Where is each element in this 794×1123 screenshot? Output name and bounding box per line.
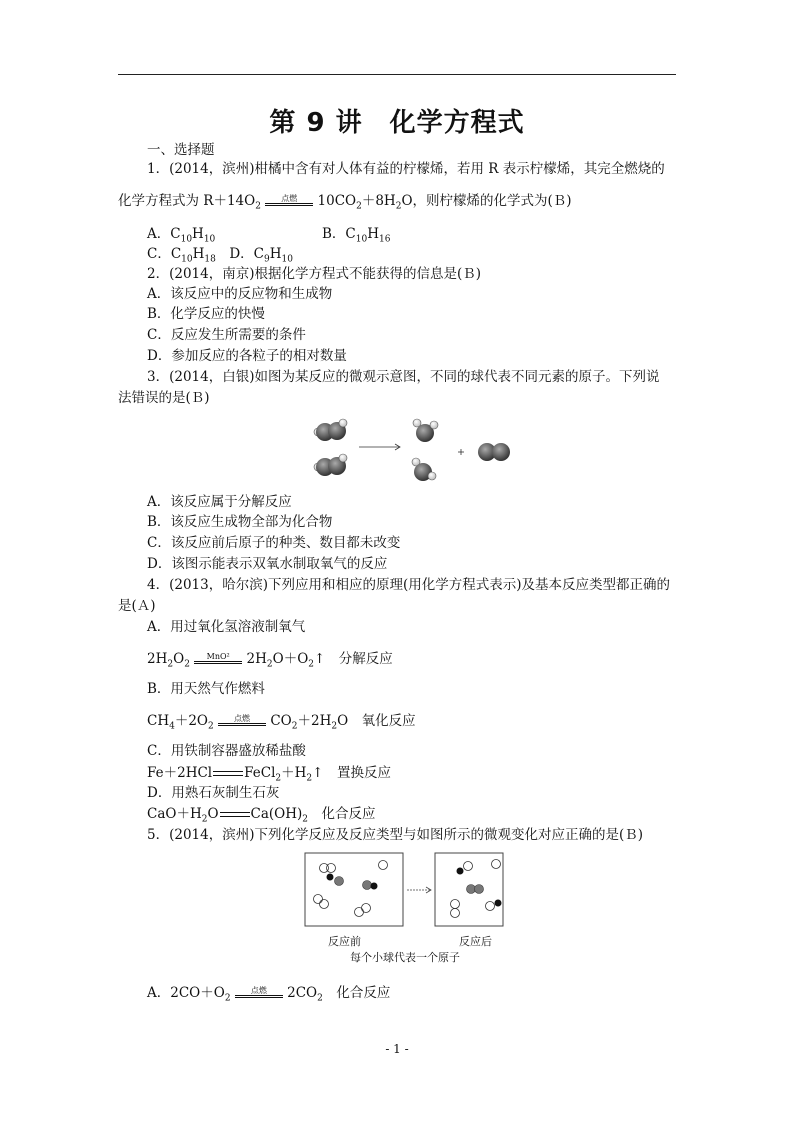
reaction-arrow-icon: MnO² bbox=[194, 650, 242, 670]
q4-option-d: D．用熟石灰制生石灰 bbox=[147, 785, 280, 801]
page-number: - 1 - bbox=[385, 1042, 409, 1056]
q4-equation-d: $CaO+H_2O$ $Ca(OH)_2$ 化合反应 bbox=[147, 806, 376, 825]
q4-equation-a: $2H_2O_2$ MnO² $2H_2O+O_2↑$ 分解反应 bbox=[147, 651, 393, 670]
o2-molecule-icon bbox=[478, 443, 510, 461]
caption-after: 反应后 bbox=[459, 935, 492, 948]
q3-option-a: A．该反应属于分解反应 bbox=[147, 494, 292, 510]
q4-stem-cont: 是(Ａ) bbox=[118, 598, 156, 614]
q5-particle-diagram bbox=[304, 852, 504, 928]
q2-option-c: C．反应发生所需要的条件 bbox=[147, 327, 306, 343]
header-rule bbox=[118, 74, 676, 75]
q4-stem: 4．(2013，哈尔滨)下列应用和相应的原理(用化学方程式表示)及基本反应类型都正确的 bbox=[147, 577, 671, 593]
arrow-icon bbox=[359, 444, 400, 450]
q1-option-cd: C．$C_{10}H_{18}$ D．$C_9H_{10}$ bbox=[147, 246, 293, 265]
q1-option-a: A．$C_{10}H_{10}$ bbox=[147, 226, 216, 245]
q3-option-d: D．该图示能表示双氧水制取氧气的反应 bbox=[147, 556, 388, 572]
q5-option-a: A．$2CO+O_2$ 点燃 $2CO_2$ 化合反应 bbox=[147, 985, 391, 1004]
h2o2-molecule-icon bbox=[314, 454, 347, 476]
h2o2-molecule-icon bbox=[314, 419, 347, 441]
q1-equation: 化学方程式为 $R+14O_2$ 点燃 $10CO_2+8H_2O$，则柠檬烯的化学式为(Ｂ) bbox=[118, 193, 572, 212]
q4-equation-c: Fe＋2HCl $FeCl_2+H_2↑$ 置换反应 bbox=[147, 765, 391, 784]
q3-option-c: C．该反应前后原子的种类、数目都未改变 bbox=[147, 535, 401, 551]
arrow-icon bbox=[407, 887, 431, 893]
plus-icon bbox=[458, 449, 464, 455]
equals-icon bbox=[220, 812, 250, 817]
caption-before: 反应前 bbox=[328, 935, 361, 948]
reaction-arrow-icon: 点燃 bbox=[265, 192, 313, 212]
q4-option-b: B．用天然气作燃料 bbox=[147, 681, 265, 697]
h2o-molecule-icon bbox=[412, 458, 436, 481]
q4-option-a: A．用过氧化氢溶液制氧气 bbox=[147, 619, 306, 635]
before-box bbox=[305, 853, 403, 926]
page-title: 第 9 讲 化学方程式 bbox=[269, 108, 525, 138]
q2-stem: 2．(2014，南京)根据化学方程式不能获得的信息是(Ｂ) bbox=[147, 266, 482, 282]
q3-stem-cont: 法错误的是(Ｂ) bbox=[118, 390, 210, 406]
q3-molecule-diagram bbox=[305, 414, 525, 486]
reaction-arrow-icon: 点燃 bbox=[235, 984, 283, 1004]
h2o-molecule-icon bbox=[413, 419, 438, 442]
reaction-arrow-icon: 点燃 bbox=[218, 712, 266, 732]
equals-icon bbox=[213, 771, 243, 776]
q2-option-b: B．化学反应的快慢 bbox=[147, 306, 265, 322]
q4-equation-b: $CH_4+2O_2$ 点燃 $CO_2+2H_2O$ 氧化反应 bbox=[147, 713, 416, 732]
particle-icon bbox=[327, 868, 502, 907]
q2-option-d: D．参加反应的各粒子的相对数量 bbox=[147, 348, 347, 364]
q1-option-b: B．$C_{10}H_{16}$ bbox=[322, 226, 391, 245]
q2-option-a: A．该反应中的反应物和生成物 bbox=[147, 286, 333, 302]
q1-stem: 1．(2014，滨州)柑橘中含有对人体有益的柠檬烯，若用 R 表示柠檬烯，其完全燃烧的 bbox=[147, 161, 665, 177]
q5-stem: 5．(2014，滨州)下列化学反应及反应类型与如图所示的微观变化对应正确的是(Ｂ) bbox=[147, 827, 644, 843]
q3-option-b: B．该反应生成物全部为化合物 bbox=[147, 514, 333, 530]
section-heading: 一、选择题 bbox=[147, 142, 215, 158]
q4-option-c: C．用铁制容器盛放稀盐酸 bbox=[147, 743, 306, 759]
q3-stem: 3．(2014，白银)如图为某反应的微观示意图，不同的球代表不同元素的原子。下列说 bbox=[147, 369, 660, 385]
caption-note: 每个小球代表一个原子 bbox=[350, 951, 460, 964]
